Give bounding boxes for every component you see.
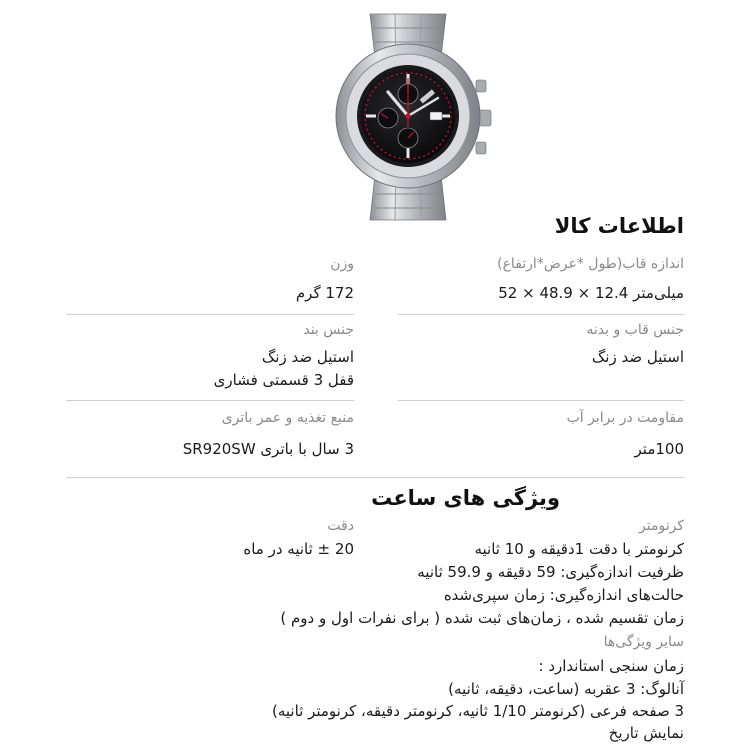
other-features-line: نمایش تاریخ [608, 724, 684, 742]
power-source-value: 3 سال با باتری SR920SW [182, 440, 354, 458]
divider [66, 314, 354, 315]
section-title-product-info: اطلاعات کالا [554, 214, 684, 238]
chronograph-line: زمان تقسیم شده ، زمان‌های ثبت شده ( برای نفرات اول و دوم ) [280, 609, 684, 627]
divider [66, 400, 354, 401]
watch-illustration [318, 6, 498, 222]
other-features-line: 3 صفحه فرعی (کرنومتر 1/10 ثانیه، کرنومتر دقیقه، کرنومتر ثانیه) [271, 702, 684, 720]
band-material-line: استیل ضد زنگ [261, 348, 354, 366]
water-resistance-label: مقاومت در برابر آب [566, 410, 684, 426]
chronograph-label: کرنومتر [639, 518, 684, 534]
product-image [318, 6, 498, 222]
accuracy-label: دقت [327, 518, 354, 534]
case-size-label: اندازه قاب(طول *عرض*ارتفاع) [497, 256, 684, 272]
case-material-value: استیل ضد زنگ [591, 348, 684, 366]
weight-label: وزن [330, 256, 354, 272]
weight-value: 172 گرم [295, 284, 354, 302]
case-material-label: جنس قاب و بدنه [586, 322, 684, 338]
chronograph-line: حالت‌های اندازه‌گیری: زمان سپری‌شده [443, 586, 684, 604]
divider [398, 400, 684, 401]
power-source-label: منبع تغذیه و عمر باتری [221, 410, 354, 426]
divider [398, 314, 684, 315]
other-features-line: زمان سنجی استاندارد : [538, 657, 684, 675]
other-features-label: سایر ویژگی‌ها [603, 634, 684, 650]
divider [66, 477, 684, 478]
chronograph-line: کرنومتر با دقت 1دقیقه و 10 ثانیه [474, 540, 684, 558]
band-material-line: قفل 3 قسمتی فشاری [213, 371, 354, 389]
case-size-value: 52 × 48.9 × 12.4 میلی‌متر [498, 284, 684, 302]
other-features-line: آنالوگ: 3 عقربه (ساعت، دقیقه، ثانیه) [448, 680, 684, 698]
water-resistance-value: 100متر [634, 440, 684, 458]
chronograph-line: ظرفیت اندازه‌گیری: 59 دقیقه و 59.9 ثانیه [417, 563, 684, 581]
accuracy-value: 20 ± ثانیه در ماه [243, 540, 354, 558]
band-material-label: جنس بند [303, 322, 354, 338]
section-title-watch-features: ویژگی های ساعت [371, 486, 560, 510]
